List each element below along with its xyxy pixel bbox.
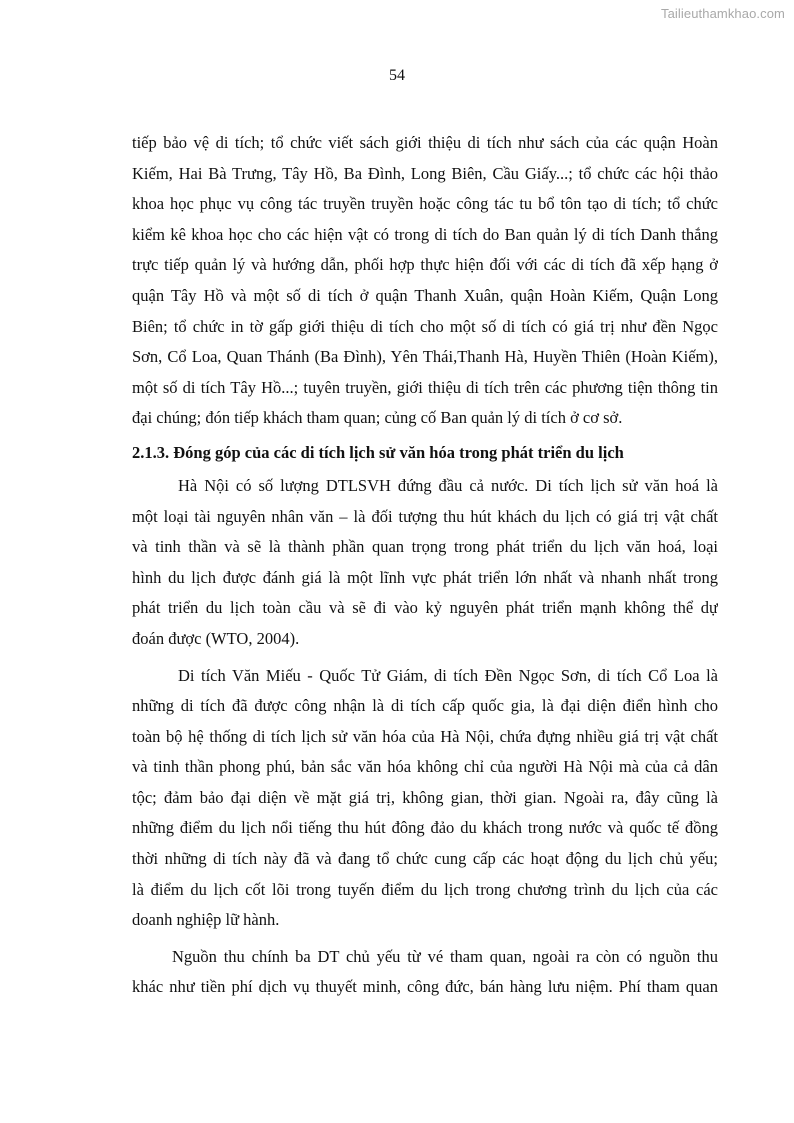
paragraph-1 xyxy=(132,128,718,434)
text-line: những di tích đã được công nhận là di tích cấp quốc gia, là đại diện điển hình cho xyxy=(132,696,718,716)
text-line: doanh nghiệp lữ hành. xyxy=(132,910,280,930)
text-line: khoa học phục vụ công tác truyền truyền hoặc công tác tu bổ tôn tạo di tích; tổ chức xyxy=(132,194,718,214)
watermark: Tailieuthamkhao.com xyxy=(660,6,785,21)
text-line: khác như tiền phí dịch vụ thuyết minh, công đức, bán hàng lưu niệm. Phí tham quan xyxy=(132,977,718,997)
text-line: thời những di tích này đã và đang tổ chức cung cấp các hoạt động du lịch chủ yếu; xyxy=(132,849,718,869)
text-line: kiểm kê khoa học cho các hiện vật có trong di tích do Ban quản lý di tích Danh thắng xyxy=(132,224,718,244)
page-number: 54 xyxy=(389,67,405,84)
text-line: đại chúng; đón tiếp khách tham quan; củng cố Ban quản lý di tích ở cơ sở. xyxy=(132,408,623,428)
text-line: Nguồn thu chính ba DT chủ yếu từ vé tham quan, ngoài ra còn có nguồn thu xyxy=(172,946,718,966)
text-line: và tinh thần và sẽ là thành phần quan trọng trong phát triển du lịch văn hoá, loại xyxy=(132,537,718,557)
text-line: hình du lịch được đánh giá là một lĩnh vực phát triển lớn nhất và nhanh nhất trong xyxy=(132,567,718,587)
text-line: Hà Nội có số lượng DTLSVH đứng đầu cả nước. Di tích lịch sử văn hoá là xyxy=(178,475,718,495)
paragraph-2 xyxy=(132,471,718,655)
section-heading: 2.1.3. Đóng góp của các di tích lịch sử văn hóa trong phát triển du lịch xyxy=(132,442,624,462)
text-line: toàn bộ hệ thống di tích lịch sử văn hóa của Hà Nội, chứa đựng nhiều giá trị vật chất xyxy=(132,726,718,746)
text-line: tiếp bảo vệ di tích; tổ chức viết sách giới thiệu di tích như sách của các quận Hoàn xyxy=(132,133,718,152)
text-line: và tinh thần phong phú, bản sắc văn hóa không chỉ của người Hà Nội mà của cả dân xyxy=(132,757,718,777)
text-line: trực tiếp quản lý và hướng dẫn, phối hợp thực hiện đối với các di tích đã xếp hạng ở xyxy=(132,255,718,275)
text-line: một loại tài nguyên nhân văn – là đối tượng thu hút khách du lịch có giá trị vật chất xyxy=(132,506,718,526)
text-line: phát triển du lịch toàn cầu và sẽ đi vào kỷ nguyên phát triển mạnh không thể dự xyxy=(132,598,718,618)
text-line: tộc; đảm bảo đại diện về mặt giá trị, không gian, thời gian. Ngoài ra, đây cũng là xyxy=(132,787,718,807)
text-line: là điểm du lịch cốt lõi trong tuyến điểm du lịch trong chương trình du lịch của các xyxy=(132,879,718,899)
paragraph-4 xyxy=(132,942,718,1003)
text-line: những điểm du lịch nổi tiếng thu hút đông đảo du khách trong nước và quốc tế đồng xyxy=(132,818,718,838)
text-line: Kiếm, Hai Bà Trưng, Tây Hồ, Ba Đình, Long Biên, Cầu Giấy...; tổ chức các hội thảo xyxy=(132,163,718,183)
text-line: Di tích Văn Miếu - Quốc Tử Giám, di tích Đền Ngọc Sơn, di tích Cổ Loa là xyxy=(178,665,718,685)
text-line: một số di tích Tây Hồ...; tuyên truyền, giới thiệu di tích trên các phương tiện thông tin xyxy=(132,377,718,397)
text-line: đoán được (WTO, 2004). xyxy=(132,628,300,648)
text-line: quận Tây Hồ và một số di tích ở quận Thanh Xuân, quận Hoàn Kiếm, Quận Long xyxy=(132,285,718,305)
text-line: Sơn, Cổ Loa, Quan Thánh (Ba Đình), Yên Thái,Thanh Hà, Huyền Thiên (Hoàn Kiếm), xyxy=(132,347,718,367)
text-line: Biên; tổ chức in tờ gấp giới thiệu di tích cho một số di tích có giá trị như đền Ngọc xyxy=(132,316,718,336)
page-body xyxy=(132,128,718,1003)
paragraph-3 xyxy=(132,661,718,936)
